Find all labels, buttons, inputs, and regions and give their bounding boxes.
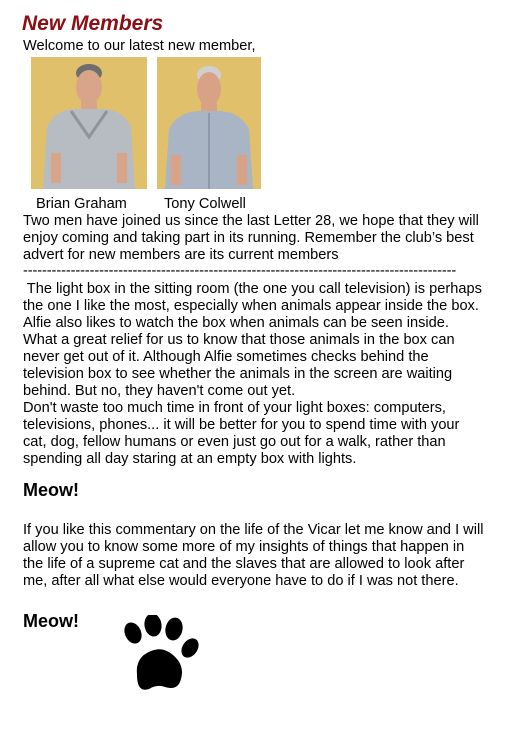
body-line: cat, dog, fellow humans or even just go out for a walk, rather than: [23, 434, 446, 450]
outro-paragraph: [23, 522, 483, 590]
body-line: The light box in the sitting room (the one you call television) is perhaps: [23, 281, 482, 297]
outro-line: allow you to know some more of my insights of things that happen in: [23, 539, 465, 555]
body-line: television box to see whether the animals in the screen are waiting: [23, 366, 453, 382]
commentary-paragraph: [23, 281, 482, 468]
body-line: never get out of it. Although Alfie sometimes checks behind the: [23, 349, 429, 365]
separator: -------------------------------------------------------------------------------------------: [23, 263, 457, 279]
intro-line: advert for new members are its current members: [23, 247, 339, 263]
body-line: What a great relief for us to know that those animals in the box can: [23, 332, 455, 348]
meow-signoff: Meow!: [23, 611, 79, 631]
outro-line: If you like this commentary on the life of the Vicar let me know and I will: [23, 522, 484, 538]
meow-heading: Meow!: [23, 480, 79, 500]
intro-line: enjoy coming and taking part in its running. Remember the club’s best: [23, 230, 474, 246]
member-name-tony: Tony Colwell: [164, 196, 246, 212]
member-name-brian: Brian Graham: [36, 196, 127, 212]
member-photo-brian: [31, 57, 147, 189]
paw-print-icon: [117, 615, 199, 700]
body-line: Don't waste too much time in front of your light boxes: computers,: [23, 400, 446, 416]
intro-paragraph: [23, 213, 479, 264]
outro-line: the life of a supreme cat and the slaves that are allowed to look after: [23, 556, 465, 572]
outro-line: me, after all what else would everyone have to do if I was not there.: [23, 573, 459, 589]
body-line: spending all day staring at an empty box with lights.: [23, 451, 357, 467]
body-line: behind. But no, they haven't come out yet.: [23, 383, 296, 399]
welcome-text: Welcome to our latest new member,: [23, 38, 256, 54]
intro-line: Two men have joined us since the last Letter 28, we hope that they will: [23, 213, 479, 229]
body-line: televisions, phones... it will be better for you to spend time with your: [23, 417, 460, 433]
body-line: the one I like the most, especially when animals appear inside the box.: [23, 298, 479, 314]
page-title: New Members: [22, 12, 164, 35]
body-line: Alfie also likes to watch the box when animals can be seen inside.: [23, 315, 449, 331]
member-photo-tony: [157, 57, 261, 189]
